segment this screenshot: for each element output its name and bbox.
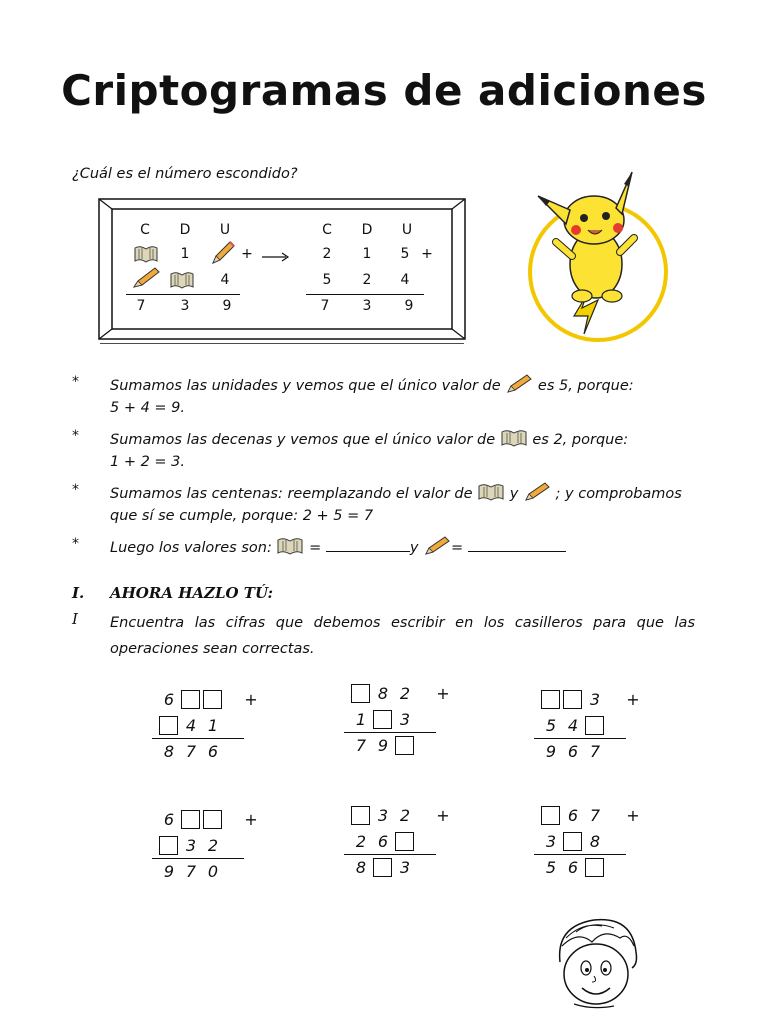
sum-line bbox=[534, 738, 626, 739]
puzzle-digit: 6 bbox=[163, 690, 175, 709]
explanation-line bbox=[110, 374, 634, 398]
puzzle-digit: 6 bbox=[567, 742, 579, 761]
puzzle-digit: 6 bbox=[163, 810, 175, 829]
book-icon bbox=[477, 482, 505, 506]
explanation-text: es 2, porque: bbox=[532, 432, 629, 448]
explanation-result: 1 + 2 = 3. bbox=[110, 454, 186, 470]
sum-line bbox=[152, 738, 244, 739]
explanation-text: y bbox=[509, 486, 519, 502]
addition-puzzle bbox=[350, 682, 480, 762]
ex-left-r1-d: 1 bbox=[180, 246, 190, 262]
kid-face-image bbox=[552, 912, 642, 1012]
puzzle-digit: 7 bbox=[185, 742, 197, 761]
answer-box[interactable] bbox=[181, 690, 200, 709]
addition-puzzle bbox=[350, 804, 480, 884]
ex-right-res-d: 3 bbox=[362, 298, 372, 314]
ex-right-r1-d: 1 bbox=[362, 246, 372, 262]
sum-line bbox=[152, 858, 244, 859]
puzzle-digit: 3 bbox=[545, 832, 557, 851]
puzzle-digit: 9 bbox=[545, 742, 557, 761]
header-u-right: U bbox=[401, 222, 413, 238]
ex-left-plus: + bbox=[241, 246, 253, 262]
pencil-icon bbox=[523, 482, 551, 506]
answer-blank[interactable] bbox=[326, 539, 410, 552]
ex-right-res-c: 7 bbox=[320, 298, 330, 314]
header-d: D bbox=[179, 222, 191, 238]
puzzle-digit: 7 bbox=[589, 806, 601, 825]
answer-box[interactable] bbox=[541, 806, 560, 825]
answer-box[interactable] bbox=[203, 810, 222, 829]
addition-puzzle bbox=[540, 688, 670, 768]
puzzle-digit: 7 bbox=[355, 736, 367, 755]
puzzle-digit: 5 bbox=[545, 716, 557, 735]
ex-right-r2-c: 5 bbox=[322, 272, 332, 288]
sum-line bbox=[126, 294, 240, 295]
puzzle-digit: 2 bbox=[207, 836, 219, 855]
plus-sign: + bbox=[626, 690, 640, 709]
addition-puzzle bbox=[540, 804, 670, 884]
puzzle-digit: 4 bbox=[567, 716, 579, 735]
answer-blank[interactable] bbox=[468, 539, 566, 552]
plus-sign: + bbox=[436, 806, 450, 825]
addition-puzzle bbox=[158, 808, 288, 888]
page-title: Criptogramas de adiciones bbox=[61, 66, 707, 115]
puzzle-digit: 0 bbox=[207, 862, 219, 881]
puzzle-digit: 8 bbox=[163, 742, 175, 761]
puzzle-digit: 8 bbox=[589, 832, 601, 851]
bullet: * bbox=[72, 536, 79, 552]
answer-box[interactable] bbox=[585, 716, 604, 735]
puzzle-digit: 9 bbox=[377, 736, 389, 755]
book-icon bbox=[169, 270, 195, 294]
answer-box[interactable] bbox=[203, 690, 222, 709]
puzzle-digit: 8 bbox=[377, 684, 389, 703]
sum-line bbox=[306, 294, 424, 295]
explanation-text: Sumamos las decenas y vemos que el único valor de bbox=[110, 432, 496, 448]
explanation-text: ; y comprobamos bbox=[555, 486, 682, 502]
equals-sign: = bbox=[451, 540, 464, 556]
plus-sign: + bbox=[244, 690, 258, 709]
header-u: U bbox=[219, 222, 231, 238]
answer-box[interactable] bbox=[395, 736, 414, 755]
pencil-icon bbox=[210, 240, 236, 270]
puzzle-digit: 3 bbox=[399, 858, 411, 877]
explanation-text: Sumamos las unidades y vemos que el único valor de bbox=[110, 378, 501, 394]
ex-left-res-d: 3 bbox=[180, 298, 190, 314]
puzzle-digit: 2 bbox=[399, 806, 411, 825]
bullet: * bbox=[72, 428, 79, 444]
explanation-text: Sumamos las centenas: reemplazando el valor de bbox=[110, 486, 473, 502]
plus-sign: + bbox=[436, 684, 450, 703]
pencil-icon bbox=[423, 536, 451, 560]
pencil-icon bbox=[131, 266, 161, 294]
puzzle-digit: 1 bbox=[207, 716, 219, 735]
section-title: AHORA HAZLO TÚ: bbox=[110, 584, 274, 602]
question-text: ¿Cuál es el número escondido? bbox=[72, 166, 298, 182]
answer-box[interactable] bbox=[351, 806, 370, 825]
ex-right-r1-u: 5 bbox=[400, 246, 410, 262]
explanation-text: Luego los valores son: bbox=[110, 540, 272, 556]
ex-left-res-u: 9 bbox=[222, 298, 232, 314]
plus-sign: + bbox=[626, 806, 640, 825]
puzzle-digit: 1 bbox=[355, 710, 367, 729]
explanation-line bbox=[110, 482, 682, 506]
bullet: * bbox=[72, 482, 79, 498]
instruction-text: Encuentra las cifras que debemos escribir en los casilleros para que las operaciones sean correctas. bbox=[110, 615, 695, 657]
section-number: I. bbox=[72, 584, 85, 602]
ex-right-r2-u: 4 bbox=[400, 272, 410, 288]
ex-right-plus: + bbox=[421, 246, 433, 262]
explanation-line bbox=[110, 536, 566, 560]
pencil-icon bbox=[505, 374, 533, 398]
header-d-right: D bbox=[361, 222, 373, 238]
sum-line bbox=[534, 854, 626, 855]
answer-box[interactable] bbox=[563, 832, 582, 851]
puzzle-digit: 6 bbox=[207, 742, 219, 761]
equals-sign: = bbox=[309, 540, 322, 556]
header-c: C bbox=[140, 222, 150, 238]
answer-box[interactable] bbox=[585, 858, 604, 877]
answer-box[interactable] bbox=[373, 858, 392, 877]
answer-box[interactable] bbox=[159, 836, 178, 855]
puzzle-digit: 3 bbox=[399, 710, 411, 729]
sum-line bbox=[344, 732, 436, 733]
header-c-right: C bbox=[322, 222, 332, 238]
plus-sign: + bbox=[244, 810, 258, 829]
puzzle-digit: 2 bbox=[355, 832, 367, 851]
answer-box[interactable] bbox=[563, 690, 582, 709]
explanation-result: 5 + 4 = 9. bbox=[110, 400, 186, 416]
explanation-text: y bbox=[409, 540, 419, 556]
answer-box[interactable] bbox=[181, 810, 200, 829]
explanation-line bbox=[110, 428, 628, 452]
book-icon bbox=[276, 536, 304, 560]
ex-left-r2-u: 4 bbox=[220, 272, 230, 288]
puzzle-digit: 9 bbox=[163, 862, 175, 881]
ex-right-r2-d: 2 bbox=[362, 272, 372, 288]
puzzle-digit: 7 bbox=[589, 742, 601, 761]
pikachu-image bbox=[524, 168, 674, 344]
answer-box[interactable] bbox=[351, 684, 370, 703]
puzzle-digit: 8 bbox=[355, 858, 367, 877]
puzzle-digit: 4 bbox=[185, 716, 197, 735]
puzzle-digit: 3 bbox=[589, 690, 601, 709]
bullet: * bbox=[72, 374, 79, 390]
ex-left-res-c: 7 bbox=[136, 298, 146, 314]
puzzle-digit: 6 bbox=[567, 858, 579, 877]
answer-box[interactable] bbox=[159, 716, 178, 735]
explanation-text: es 5, porque: bbox=[537, 378, 634, 394]
puzzle-digit: 7 bbox=[185, 862, 197, 881]
answer-box[interactable] bbox=[541, 690, 560, 709]
puzzle-digit: 6 bbox=[567, 806, 579, 825]
puzzle-digit: 5 bbox=[545, 858, 557, 877]
sum-line bbox=[344, 854, 436, 855]
explanation-result: que sí se cumple, porque: 2 + 5 = 7 bbox=[110, 508, 374, 524]
puzzle-digit: 3 bbox=[185, 836, 197, 855]
answer-box[interactable] bbox=[373, 710, 392, 729]
book-icon bbox=[133, 244, 159, 268]
instruction-number: I bbox=[72, 610, 78, 628]
ex-right-res-u: 9 bbox=[404, 298, 414, 314]
answer-box[interactable] bbox=[395, 832, 414, 851]
arrow-right-icon bbox=[262, 248, 290, 267]
ex-right-r1-c: 2 bbox=[322, 246, 332, 262]
puzzle-digit: 3 bbox=[377, 806, 389, 825]
book-icon bbox=[500, 428, 528, 452]
puzzle-digit: 6 bbox=[377, 832, 389, 851]
addition-puzzle bbox=[158, 688, 288, 768]
puzzle-digit: 2 bbox=[399, 684, 411, 703]
